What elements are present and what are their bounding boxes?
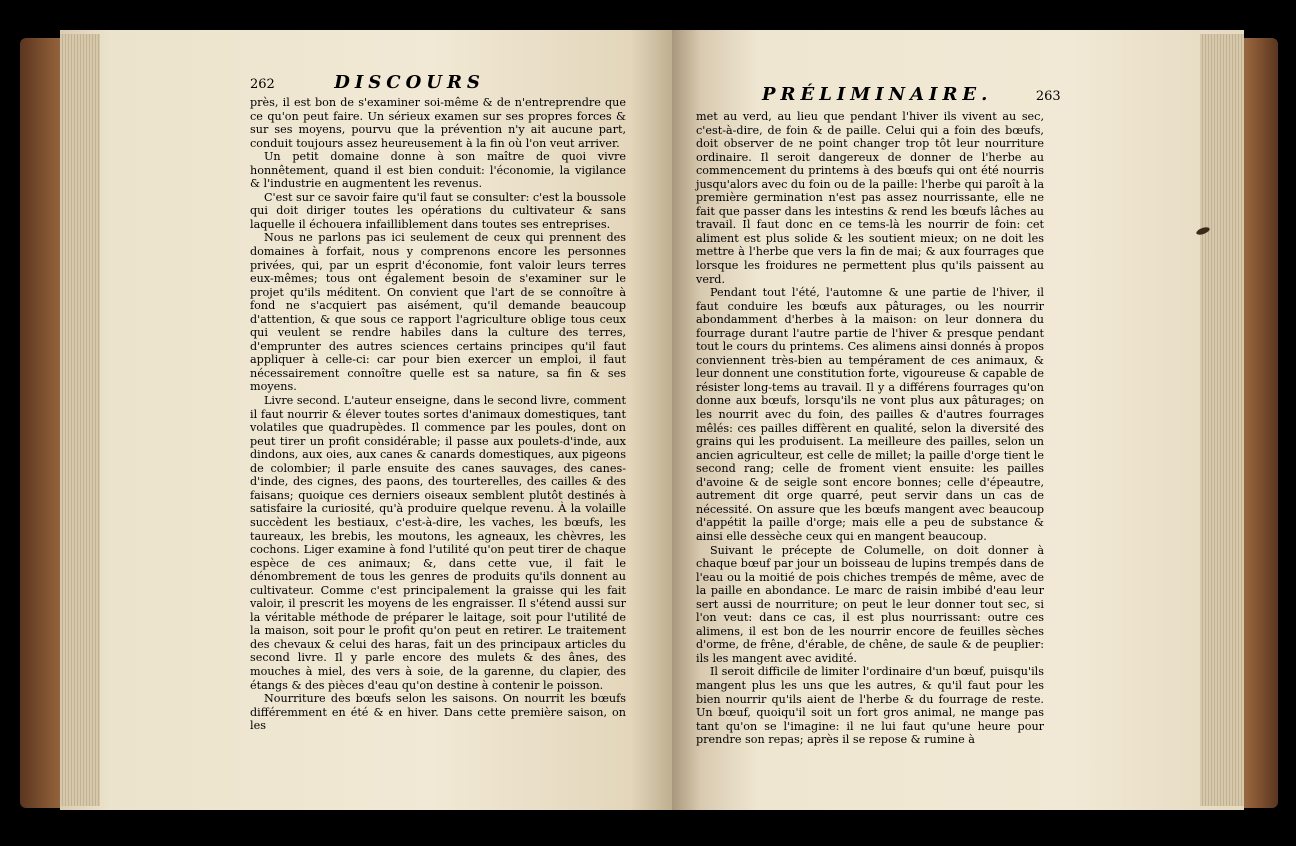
- left-header: [250, 72, 626, 93]
- left-paragraph: C'est sur ce savoir faire qu'il faut se consulter: c'est la boussole qui doit diriger toutes les opérations du cultivateur & sans laquelle il échouera infailliblement dans toutes ses entreprises.: [250, 190, 626, 231]
- left-paragraph: Livre second. L'auteur enseigne, dans le second livre, comment il faut nourrir & élever toutes sortes d'animaux domestiques, tant volatiles que quadrupèdes. Il commence par les poules, dont on peut tirer un profit considérable; il passe aux poulets-d'inde, aux dindons, aux oies, aux canes & canards domestiques, aux pigeons de colombier; il parle ensuite des canes sauvages, des canes-d'inde, des cignes, des paons, des tourterelles, des cailles & des faisans; quoique ces derniers oiseaux semblent plutôt destinés à satisfaire la curiosité, qu'à produire quelque revenu. À la volaille succèdent les bestiaux, c'est-à-dire, les vaches, les bœufs, les taureaux, les brebis, les moutons, les agneaux, les chèvres, les cochons. Liger examine à fond l'utilité qu'on peut tirer de chaque espèce de ces animaux; &, dans cette vue, il fait le dénombrement de tous les genres de produits qu'ils donnent au cultivateur. Comme c'est principalement la graisse qui les fait valoir, il prescrit les moyens de les engraisser. Il s'étend aussi sur la véritable méthode de préparer le laitage, soit pour l'utilité de la maison, soit pour le profit qu'on peut en retirer. Le traitement des chevaux & celui des haras, fait un des principaux articles du second livre. Il y parle encore des mulets & des ânes, des mouches à miel, des vers à soie, de la garenne, du clapier, des étangs & des pièces d'eau qu'on destine à contenir le poisson.: [250, 394, 626, 692]
- right-page-edges: [1200, 34, 1244, 806]
- right-body-text: [696, 110, 1044, 747]
- left-paragraph: Nous ne parlons pas ici seulement de ceux qui prennent des domaines à forfait, nous y comprenons encore les personnes privées, qui, par un esprit d'économie, font valoir leurs terres eux-mêmes; tous ont également besoin de s'examiner sur le projet qu'ils méditent. On convient que l'art de se connoître à fond ne s'acquiert pas aisément, qu'il demande beaucoup d'attention, & que sous ce rapport l'agriculture oblige tous ceux qui veulent se rendre habiles dans la culture des terres, d'emprunter des autres sciences certains principes qu'il faut appliquer à celle-ci: car pour bien exercer un emploi, il faut nécessairement connoître quelle est sa nature, sa fin & ses moyens.: [250, 231, 626, 394]
- open-book: [20, 30, 1278, 820]
- left-paragraph: près, il est bon de s'examiner soi-même & de n'entreprendre que ce qu'on peut faire. Un sérieux examen sur ses propres forces & sur ses moyens, pourvu que la prévention n'y ait aucune part, conduit toujours assez heureusement à la fin où l'on veut arriver.: [250, 96, 626, 150]
- right-header: [762, 84, 1082, 105]
- right-paragraph: Suivant le précepte de Columelle, on doit donner à chaque bœuf par jour un boisseau de lupins trempés dans de l'eau ou la moitié de pois chiches trempés de même, avec de la paille en abondance. Le marc de raisin imbibé d'eau leur sert aussi de nourriture; on peut le leur donner tout sec, si l'on veut: dans ce cas, il est plus nourrissant: outre ces alimens, il est bon de les nourrir encore de feuilles sèches d'orme, de frêne, d'érable, de chêne, de saule & de peuplier: ils les mangent avec avidité.: [696, 543, 1044, 665]
- right-running-title: PRÉLIMINAIRE.: [762, 84, 993, 105]
- left-running-title: DISCOURS: [334, 72, 485, 93]
- right-paragraph: Pendant tout l'été, l'automne & une partie de l'hiver, il faut conduire les bœufs aux pâturages, ou les nourrir abondamment d'herbes à la maison: on leur donnera du fourrage durant l'autre partie de l'hiver & presque pendant tout le cours du printems. Ces alimens ainsi donnés à propos conviennent très-bien au tempérament de ces animaux, & leur donnent une constitution forte, vigoureuse & capable de résister long-tems au travail. Il y a différens fourrages qu'on donne aux bœufs, lorsqu'ils ne vont plus aux pâturages; on les nourrit avec du foin, des pailles & d'autres fourrages mêlés: ces pailles diffèrent en qualité, selon la diversité des grains qui les produisent. La meilleure des pailles, selon un ancien agriculteur, est celle de millet; la paille d'orge tient le second rang; celle de froment vient ensuite: les pailles d'avoine & de seigle sont encore bonnes; celle d'épeautre, autrement dit orge quarré, peut servir dans un cas de nécessité. On assure que les bœufs mangent avec beaucoup d'appétit la paille d'orge; mais elle a peu de substance & ainsi elle dessèche ceux qui en mangent beaucoup.: [696, 286, 1044, 543]
- left-page-edges: [60, 34, 100, 806]
- right-paragraph: met au verd, au lieu que pendant l'hiver ils vivent au sec, c'est-à-dire, de foin & de paille. Celui qui a foin des bœufs, doit observer de ne point changer trop tôt leur nourriture ordinaire. Il seroit dangereux de donner de l'herbe au commencement du printems à des bœufs qui ont été nourris jusqu'alors avec du foin ou de la paille: l'herbe qui paroît à la première germination n'est pas assez nourrissante, elle ne fait que passer dans les intestins & rend les bœufs lâches au travail. Il faut donc en ce tems-là les nourrir de foin: cet aliment est plus solide & les soutient mieux; on ne doit les mettre à l'herbe que vers la fin de mai; & aux fourrages que lorsque les froidures ne permettent plus qu'ils paissent au verd.: [696, 110, 1044, 286]
- left-page-number: 262: [250, 77, 275, 92]
- left-body-text: [250, 96, 626, 733]
- right-paragraph: Il seroit difficile de limiter l'ordinaire d'un bœuf, puisqu'ils mangent plus les uns que les autres, & qu'il faut pour les bien nourrir qu'ils aient de l'herbe & du fourrage de reste. Un bœuf, quoiqu'il soit un fort gros animal, ne mange pas tant qu'on se l'imagine: il ne lui faut qu'une heure pour prendre son repas; après il se repose & rumine à: [696, 665, 1044, 747]
- left-paragraph: Un petit domaine donne à son maître de quoi vivre honnêtement, quand il est bien conduit: l'économie, la vigilance & l'industrie en augmentent les revenus.: [250, 150, 626, 191]
- right-page-number: 263: [1035, 89, 1061, 104]
- left-paragraph: Nourriture des bœufs selon les saisons. On nourrit les bœufs différemment en été & en hiver. Dans cette première saison, on les: [250, 692, 626, 733]
